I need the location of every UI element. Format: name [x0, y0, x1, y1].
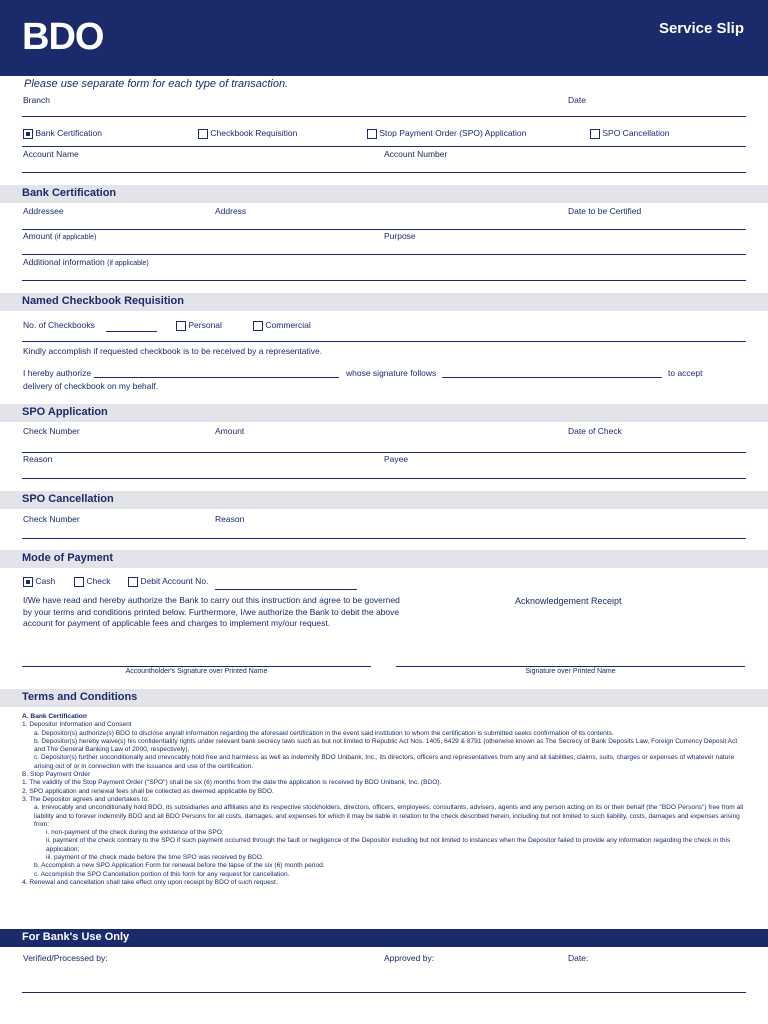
date-certified-label: Date to be Certified — [568, 206, 642, 216]
header-bar — [0, 0, 768, 76]
spo-cancel-heading: SPO Cancellation — [0, 491, 768, 509]
commercial-option[interactable]: Commercial — [253, 320, 311, 331]
bank-signature-field[interactable] — [396, 666, 745, 667]
delivery-label: delivery of checkbook on my behalf. — [23, 381, 159, 391]
spo-check-number-label: Check Number — [23, 426, 80, 436]
cancel-field[interactable] — [22, 538, 746, 539]
addressee-field[interactable] — [22, 229, 746, 230]
checkbook-checkbox[interactable] — [198, 129, 208, 139]
personal-option[interactable]: Personal — [176, 320, 222, 331]
terms-line: 2. SPO application and renewal fees shall be collected as deemed applicable by BDO. — [22, 787, 274, 795]
spo-app-checkbox[interactable] — [367, 129, 377, 139]
representative-instruction: Kindly accomplish if requested checkbook is to be received by a representative. — [23, 346, 323, 356]
spo-amount-label: Amount — [215, 426, 245, 436]
account-number-label: Account Number — [384, 149, 448, 159]
bank-use-heading: For Bank's Use Only — [0, 929, 768, 947]
approved-by-label: Approved by: — [384, 953, 435, 963]
terms-line: ii. payment of the check contrary to the SPO if such payment occurred through the fault or negligence of the Depositor including but not limited to instances when the Depositor failed to provide any information regarding the check in this application; — [46, 837, 731, 853]
type-bank-cert[interactable] — [23, 128, 102, 139]
additional-info-field[interactable] — [22, 280, 746, 281]
account-name-label: Account Name — [23, 149, 79, 159]
representative-signature-field[interactable] — [442, 377, 662, 378]
terms-line: iii. payment of the check made before the time SPO was received by BDO. — [46, 854, 264, 862]
cash-checkbox[interactable] — [23, 577, 33, 587]
payment-heading: Mode of Payment — [0, 550, 768, 568]
debit-checkbox[interactable] — [128, 577, 138, 587]
authorization-text: I/We have read and hereby authorize the Bank to carry out this instruction and agree to be governed by your terms and conditions printed below. Furthermore, I/we authorize the Bank to debit the above account for payment of applicable fees and charges to implement my/our request. — [23, 595, 400, 628]
spo-app-type-label: Stop Payment Order (SPO) Application — [379, 128, 527, 138]
spo-cancel-checkbox[interactable] — [590, 129, 600, 139]
terms-line: a. Depositor(s) authorize(s) BDO to disclose any/all information regarding the aforesaid certification in the event said institution to whom the certification is submitted seeks confirmation of its contents. — [34, 729, 614, 737]
accountholder-signature-field[interactable] — [22, 666, 371, 667]
terms-line: b. Depositor(s) hereby waive(s) his confidentiality rights under relevant bank secrecy laws such as but not limited to Republic Act Nos. 1405, 6429 & 8791 (otherwise known as The Secrecy of Bank Deposits Law, Foreign Currency Deposit Act and The General Banking Law of 2000, respectively). — [34, 737, 738, 754]
additional-info-label: Additional information (if applicable) — [23, 257, 149, 267]
terms-line: c. Depositor(s) further unconditionally and irrevocably hold free and harmless as well as indemnify BDO Unibank, Inc., its directors, officers and representatives from any and all liabilities, claims, suits, charges or expenses of whatever nature arising out of or in connection with the issuance and use of the certification. — [34, 754, 735, 770]
acknowledgement-receipt-label: Acknowledgement Receipt — [515, 596, 622, 606]
amount-label: Amount (if applicable) — [23, 231, 97, 241]
spo-app-heading: SPO Application — [0, 404, 768, 422]
terms-line: c. Accomplish the SPO Cancellation portion of this form for any request for cancellation. — [34, 870, 290, 878]
whose-signature-label: whose signature follows — [346, 368, 437, 378]
branch-field[interactable] — [22, 116, 746, 117]
terms-line: A. Bank Certification — [22, 713, 87, 720]
personal-checkbox[interactable] — [176, 321, 186, 331]
cash-option[interactable]: Cash — [23, 576, 55, 587]
bank-signature-label: Signature over Printed Name — [525, 668, 616, 675]
bank-cert-heading: Bank Certification — [0, 185, 768, 203]
bank-date-label: Date: — [568, 953, 589, 963]
date-of-check-label: Date of Check — [568, 426, 622, 436]
terms-line: i. non-payment of the check during the existence of the SPO; — [46, 829, 224, 837]
spo-reason-label: Reason — [23, 454, 53, 464]
checkbook-heading: Named Checkbook Requisition — [0, 293, 768, 311]
num-checkbooks-field[interactable] — [106, 331, 157, 332]
type-spo-cancel[interactable] — [590, 128, 669, 139]
form-note: Please use separate form for each type of transaction. — [24, 78, 289, 90]
amount-field[interactable] — [22, 254, 746, 255]
cancel-check-number-label: Check Number — [23, 514, 80, 524]
num-checkbooks-label: No. of Checkbooks — [23, 320, 95, 330]
terms-line: 1. Depositor Information and Consent — [22, 721, 132, 729]
type-checkbook[interactable] — [198, 128, 297, 139]
spo-cancel-type-label: SPO Cancellation — [602, 128, 670, 138]
payee-label: Payee — [384, 454, 409, 464]
divider — [22, 146, 746, 147]
form-title: Service Slip — [658, 20, 744, 37]
check-checkbox[interactable] — [74, 577, 84, 587]
addressee-label: Addressee — [23, 206, 64, 216]
to-accept-label: to accept — [668, 368, 703, 378]
check-option[interactable]: Check — [74, 576, 110, 587]
address-label: Address — [215, 206, 247, 216]
checkbook-type-label: Checkbook Requisition — [210, 128, 298, 138]
terms-line: b. Accomplish a new SPO Application Form for renewal before the lapse of the six (6) month period. — [34, 862, 325, 870]
terms-line: 1. The validity of the Stop Payment Order ("SPO") shall be six (6) months from the date the application is received by BDO Unibank, Inc. (BDO). — [22, 779, 442, 787]
date-label: Date — [568, 95, 586, 105]
bank-cert-checkbox[interactable] — [23, 129, 33, 139]
cancel-reason-label: Reason — [215, 514, 245, 524]
representative-name-field[interactable] — [94, 377, 339, 378]
terms-line: B. Stop Payment Order — [22, 771, 91, 779]
verified-by-label: Verified/Processed by: — [23, 953, 108, 963]
purpose-label: Purpose — [384, 231, 416, 241]
branch-label: Branch — [23, 95, 50, 105]
bank-use-field[interactable] — [22, 992, 746, 993]
spo-check-field[interactable] — [22, 452, 746, 453]
spo-reason-field[interactable] — [22, 478, 746, 479]
accountholder-signature-label: Accountholder's Signature over Printed Name — [125, 668, 268, 675]
type-spo-app[interactable] — [367, 128, 526, 139]
debit-account-field[interactable] — [215, 589, 357, 590]
account-field[interactable] — [22, 172, 746, 173]
terms-line: a. Irrevocably and unconditionally hold BDO, its subsidiaries and affiliates and its respective stockholders, directors, officers, employees, consultants, advisers, agents and any person acting on its or their behalf (the "BDO Persons") free from all liability and to forever indemnify BDO and all BDO Persons for all costs, damages, and expenses for which it may be liable in relation to the check described herein, including but not limited to such liability, costs, damages and expenses arising from: — [34, 804, 744, 828]
debit-option[interactable]: Debit Account No. — [128, 576, 208, 587]
bdo-logo: BDO — [22, 16, 104, 58]
terms-body — [22, 713, 748, 887]
authorize-label: I hereby authorize — [23, 368, 92, 378]
bank-cert-type-label: Bank Certification — [35, 128, 102, 138]
commercial-checkbox[interactable] — [253, 321, 263, 331]
terms-line: 3. The Depositor agrees and undertakes to: — [22, 795, 150, 803]
terms-line: 4. Renewal and cancellation shall take effect only upon receipt by BDO of such request. — [22, 878, 278, 886]
terms-heading: Terms and Conditions — [0, 689, 768, 707]
divider — [22, 341, 746, 342]
